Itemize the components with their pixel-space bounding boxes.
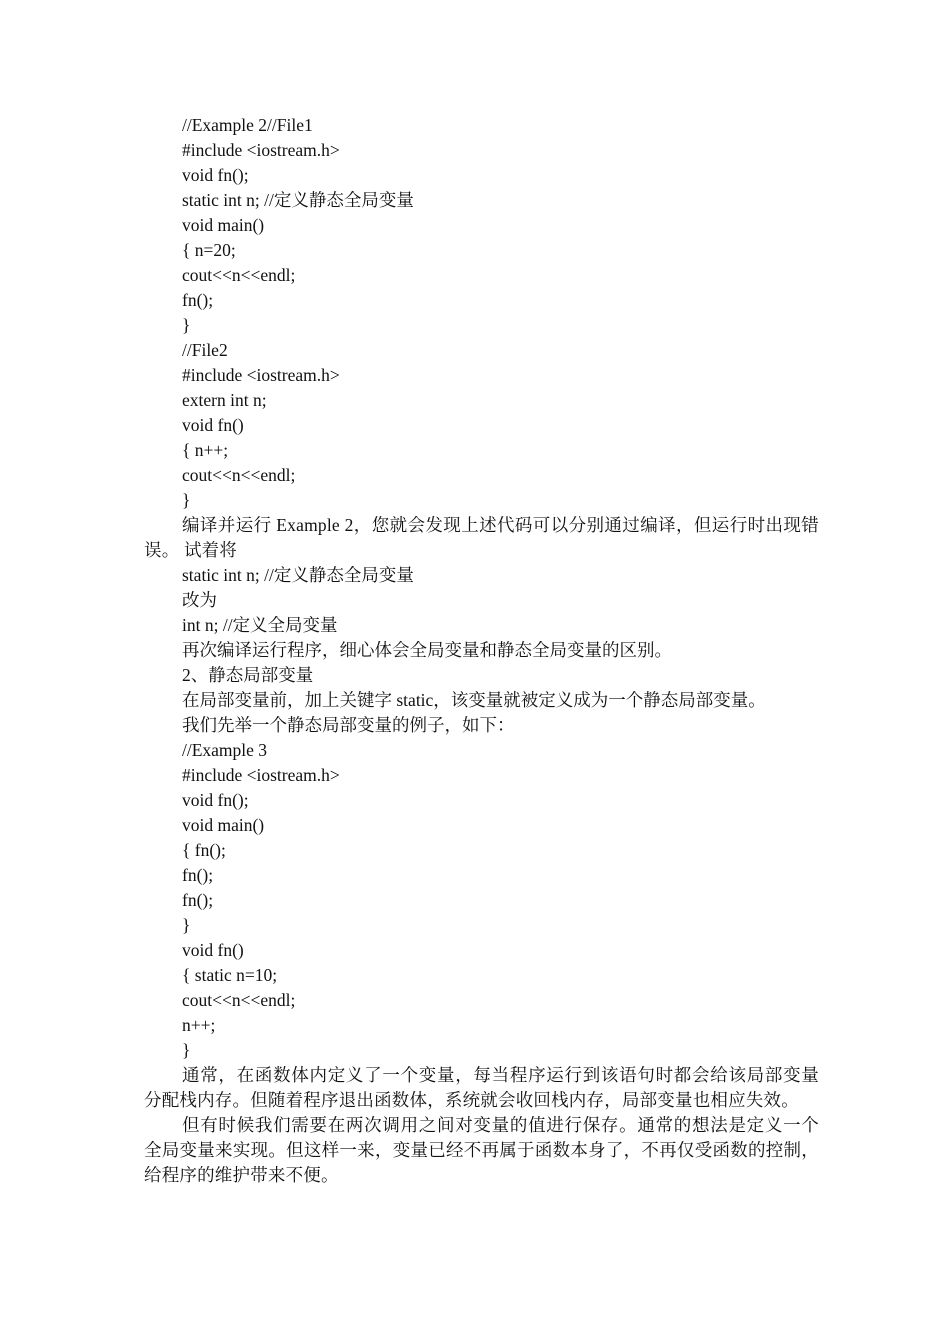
text-line: 我们先举一个静态局部变量的例子，如下： — [182, 715, 515, 735]
text-line: void main() — [182, 215, 265, 235]
text-line: 再次编译运行程序，细心体会全局变量和静态全局变量的区别。 — [182, 640, 672, 660]
text-line: #include <iostream.h> — [182, 765, 340, 785]
text-line: static int n; //定义静态全局变量 — [182, 190, 414, 210]
text-line: } — [182, 315, 191, 335]
text-line: //Example 2//File1 — [182, 115, 313, 135]
text-line: int n; //定义全局变量 — [182, 615, 338, 635]
text-line: //File2 — [182, 340, 228, 360]
text-line: { n=20; — [182, 240, 236, 260]
text-line: 2、静态局部变量 — [182, 665, 314, 685]
text-line: cout<<n<<endl; — [182, 265, 296, 285]
document-body — [144, 113, 819, 1188]
text-line: fn(); — [182, 290, 214, 310]
text-line: static int n; //定义静态全局变量 — [182, 565, 414, 585]
text-line: cout<<n<<endl; — [182, 990, 296, 1010]
text-line: cout<<n<<endl; — [182, 465, 296, 485]
text-line: fn(); — [182, 865, 214, 885]
text-line: void fn(); — [182, 790, 249, 810]
text-line: n++; — [182, 1015, 216, 1035]
code-block-example-2 — [144, 113, 819, 513]
text-line: void fn() — [182, 940, 244, 960]
text-line: } — [182, 915, 191, 935]
text-line: //Example 3 — [182, 740, 268, 760]
text-line: extern int n; — [182, 390, 267, 410]
paragraph-global-variable: 但有时候我们需要在两次调用之间对变量的值进行保存。通常的想法是定义一个全局变量来实现。但这样一来，变量已经不再属于函数本身了，不再仅受函数的控制，给程序的维护带来不便。 — [144, 1115, 819, 1185]
text-line: fn(); — [182, 890, 214, 910]
text-line: void main() — [182, 815, 265, 835]
text-line: { fn(); — [182, 840, 226, 860]
paragraph-compile-example-2: 编译并运行 Example 2，您就会发现上述代码可以分别通过编译，但运行时出现错误。 试着将 — [144, 515, 819, 560]
code-block-example-3 — [144, 563, 819, 1063]
text-line: void fn() — [182, 415, 244, 435]
text-line: #include <iostream.h> — [182, 365, 340, 385]
text-line: void fn(); — [182, 165, 249, 185]
text-line: 改为 — [182, 590, 217, 610]
text-line: { n++; — [182, 440, 229, 460]
text-line: } — [182, 490, 191, 510]
paragraph-stack-memory: 通常，在函数体内定义了一个变量，每当程序运行到该语句时都会给该局部变量分配栈内存。但随着程序退出函数体，系统就会收回栈内存，局部变量也相应失效。 — [144, 1065, 819, 1110]
text-line: } — [182, 1040, 191, 1060]
text-line: { static n=10; — [182, 965, 278, 985]
text-line: 在局部变量前，加上关键字 static，该变量就被定义成为一个静态局部变量。 — [182, 690, 766, 710]
text-line: #include <iostream.h> — [182, 140, 340, 160]
